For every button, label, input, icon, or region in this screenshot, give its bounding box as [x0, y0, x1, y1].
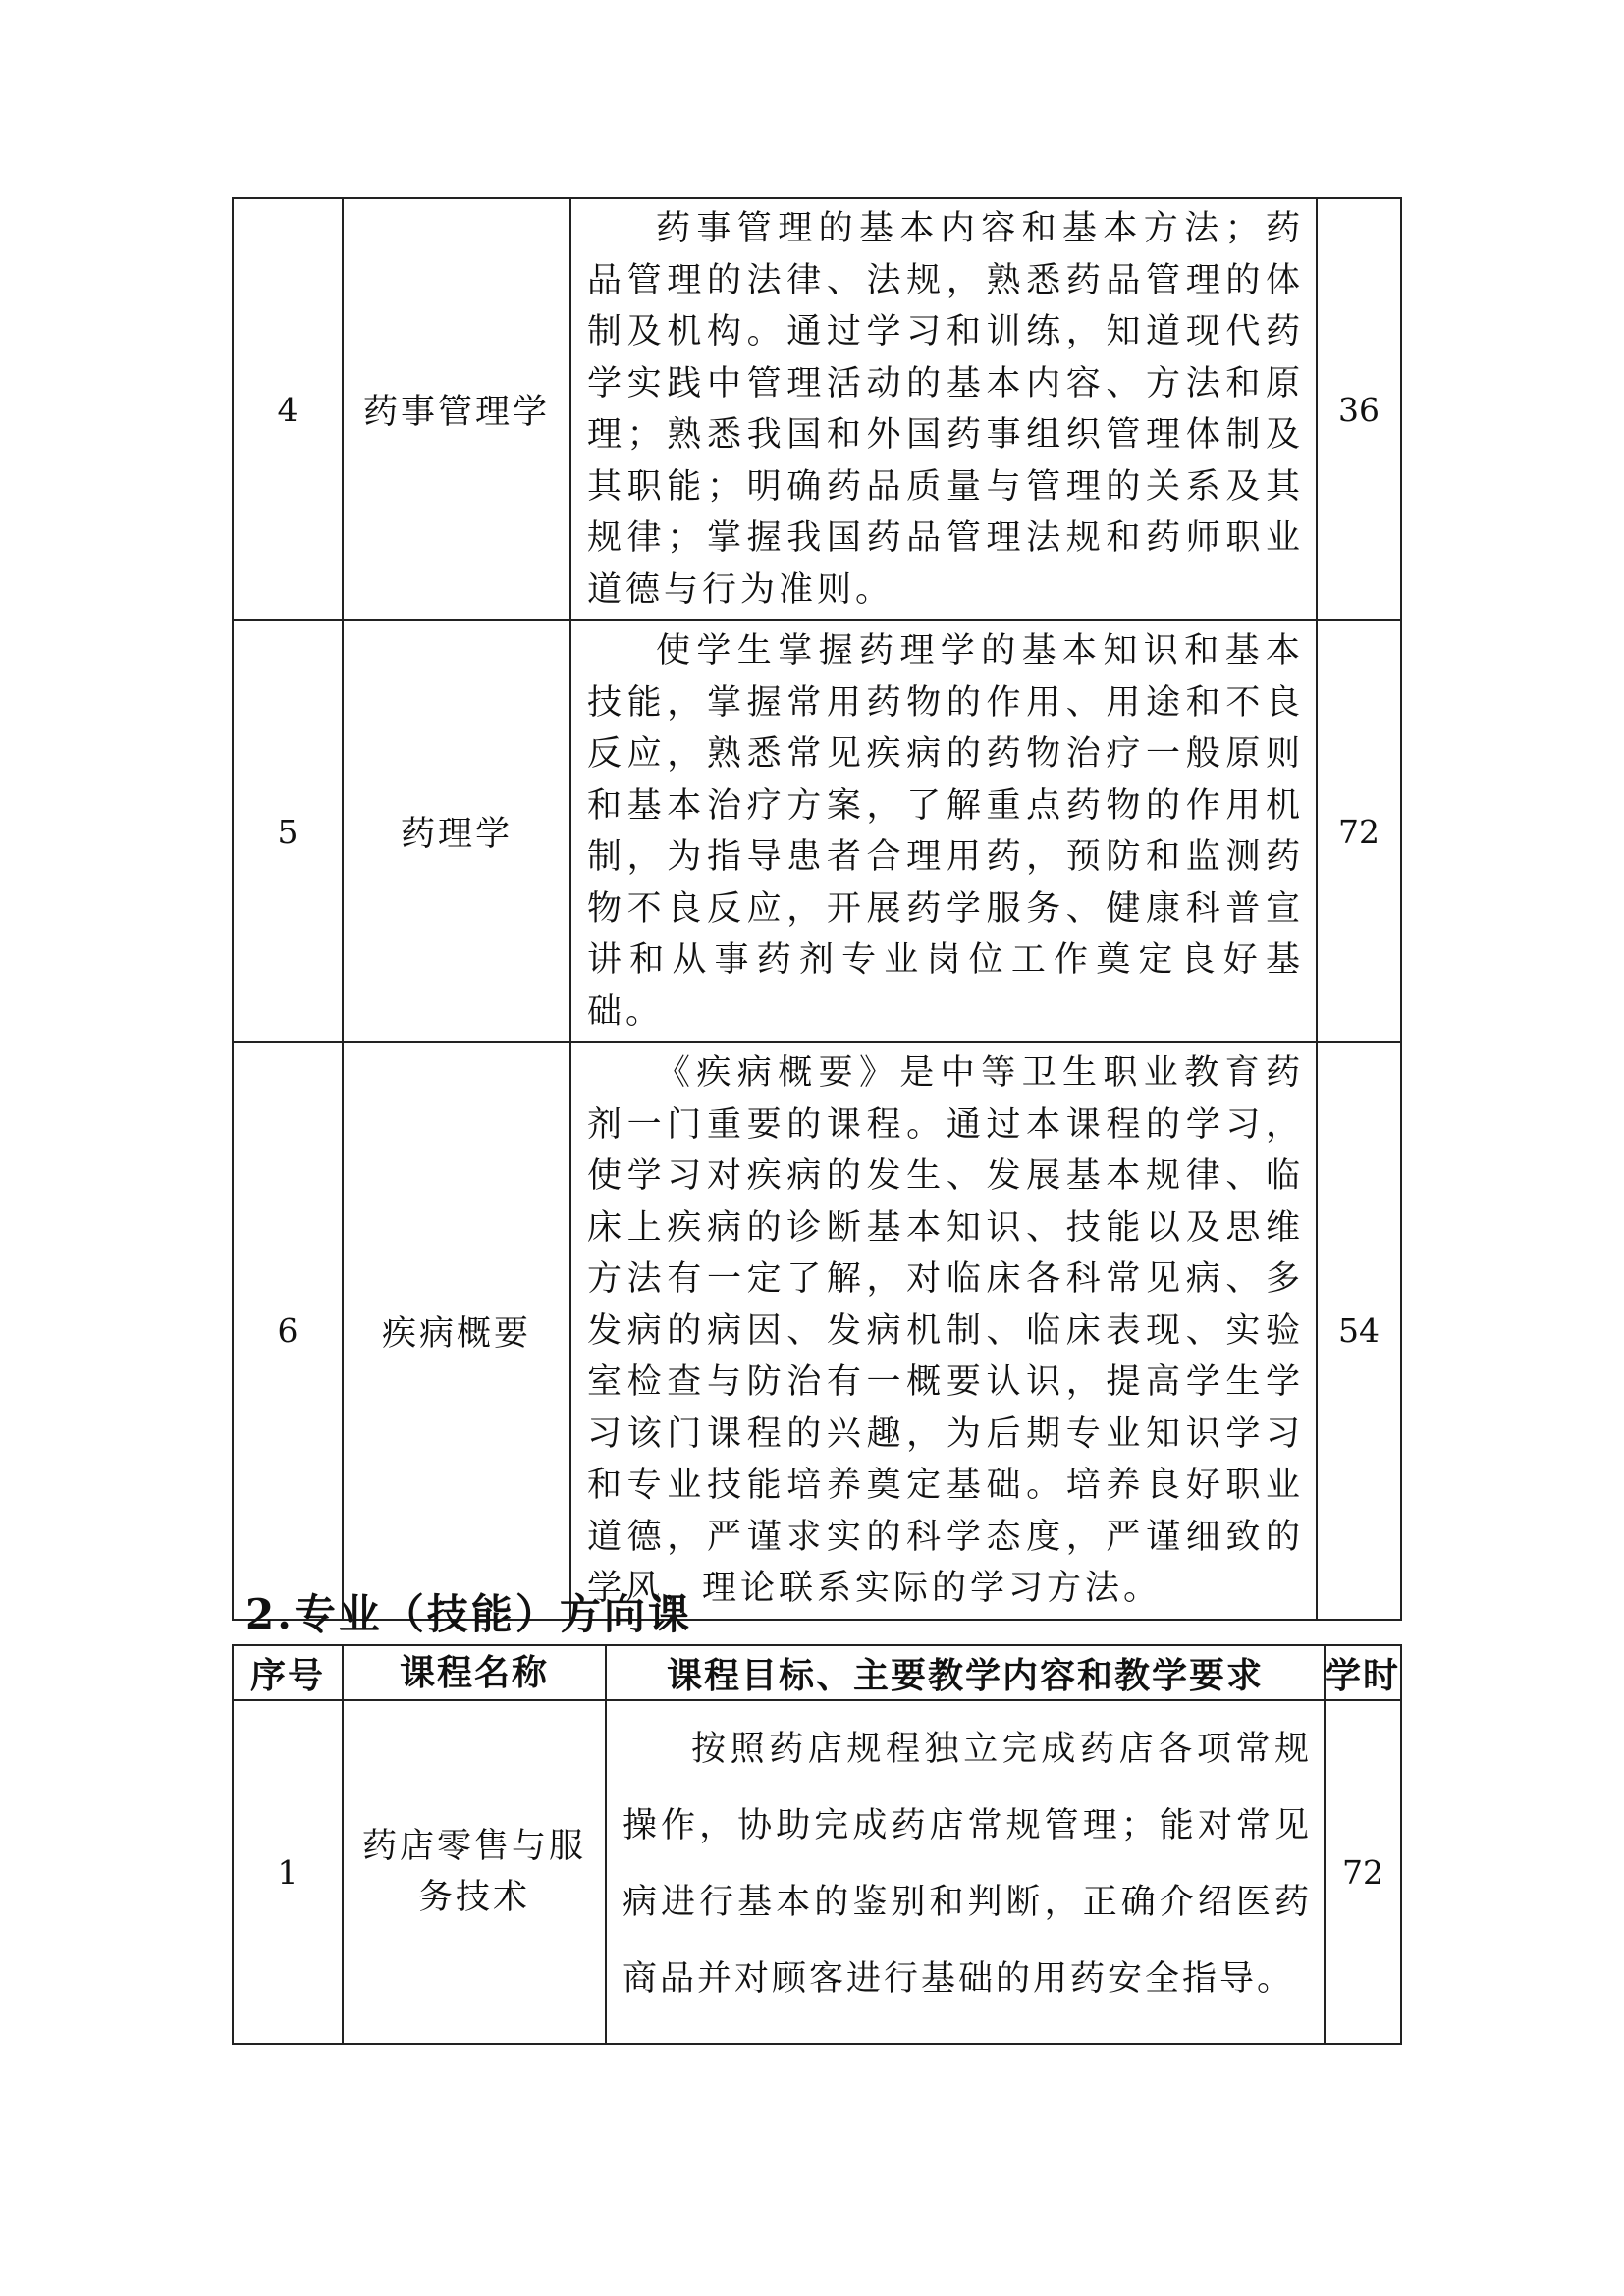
header-description: 课程目标、主要教学内容和教学要求 [606, 1645, 1325, 1700]
course-name: 药店零售与服务技术 [343, 1700, 606, 2044]
course-description [570, 620, 1317, 1042]
course-description-text: 按照药店规程独立完成药店各项常规操作，协助完成药店常规管理；能对常见病进行基本的鉴别和判断，正确介绍医药商品并对顾客进行基础的用药安全指导。 [623, 1730, 1312, 1999]
course-table-continued [232, 197, 1402, 1621]
course-name: 药理学 [343, 620, 570, 1042]
table-row [233, 1042, 1401, 1620]
course-description [570, 1042, 1317, 1620]
row-number: 6 [233, 1042, 343, 1620]
course-name: 药事管理学 [343, 198, 570, 620]
course-hours: 72 [1317, 620, 1401, 1042]
course-description [570, 198, 1317, 620]
course-hours: 72 [1325, 1700, 1401, 2044]
row-number: 4 [233, 198, 343, 620]
row-number: 5 [233, 620, 343, 1042]
course-description-text: 使学生掌握药理学的基本知识和基本技能，掌握常用药物的作用、用途和不良反应，熟悉常见疾病的药物治疗一般原则和基本治疗方案，了解重点药物的作用机制，为指导患者合理用药，预防和监测药物不良反应，开展药学服务、健康科普宣讲和从事药剂专业岗位工作奠定良好基础。 [587, 631, 1304, 1032]
table-row [233, 620, 1401, 1042]
direction-course-table [232, 1644, 1402, 2045]
course-description-text: 药事管理的基本内容和基本方法；药品管理的法律、法规，熟悉药品管理的体制及机构。通过学习和训练，知道现代药学实践中管理活动的基本内容、方法和原理；熟悉我国和外国药事组织管理体制及其职能；明确药品质量与管理的关系及其规律；掌握我国药品管理法规和药师职业道德与行为准则。 [587, 209, 1304, 610]
section-title: 2.专业（技能）方向课 [245, 1590, 692, 1638]
table-header-row [233, 1645, 1401, 1700]
course-hours: 36 [1317, 198, 1401, 620]
row-number: 1 [233, 1700, 343, 2044]
course-description [606, 1700, 1325, 2044]
header-course-name: 课程名称 [343, 1645, 606, 1700]
table-row [233, 198, 1401, 620]
header-hours: 学时 [1325, 1645, 1401, 1700]
course-hours: 54 [1317, 1042, 1401, 1620]
table-row [233, 1700, 1401, 2044]
header-number: 序号 [233, 1645, 343, 1700]
course-description-text: 《疾病概要》是中等卫生职业教育药剂一门重要的课程。通过本课程的学习，使学习对疾病的发生、发展基本规律、临床上疾病的诊断基本知识、技能以及思维方法有一定了解，对临床各科常见病、多发病的病因、发病机制、临床表现、实验室检查与防治有一概要认识，提高学生学习该门课程的兴趣，为后期专业知识学习和专业技能培养奠定基础。培养良好职业道德，严谨求实的科学态度，严谨细致的学风，理论联系实际的学习方法。 [587, 1053, 1304, 1608]
course-name: 疾病概要 [343, 1042, 570, 1620]
